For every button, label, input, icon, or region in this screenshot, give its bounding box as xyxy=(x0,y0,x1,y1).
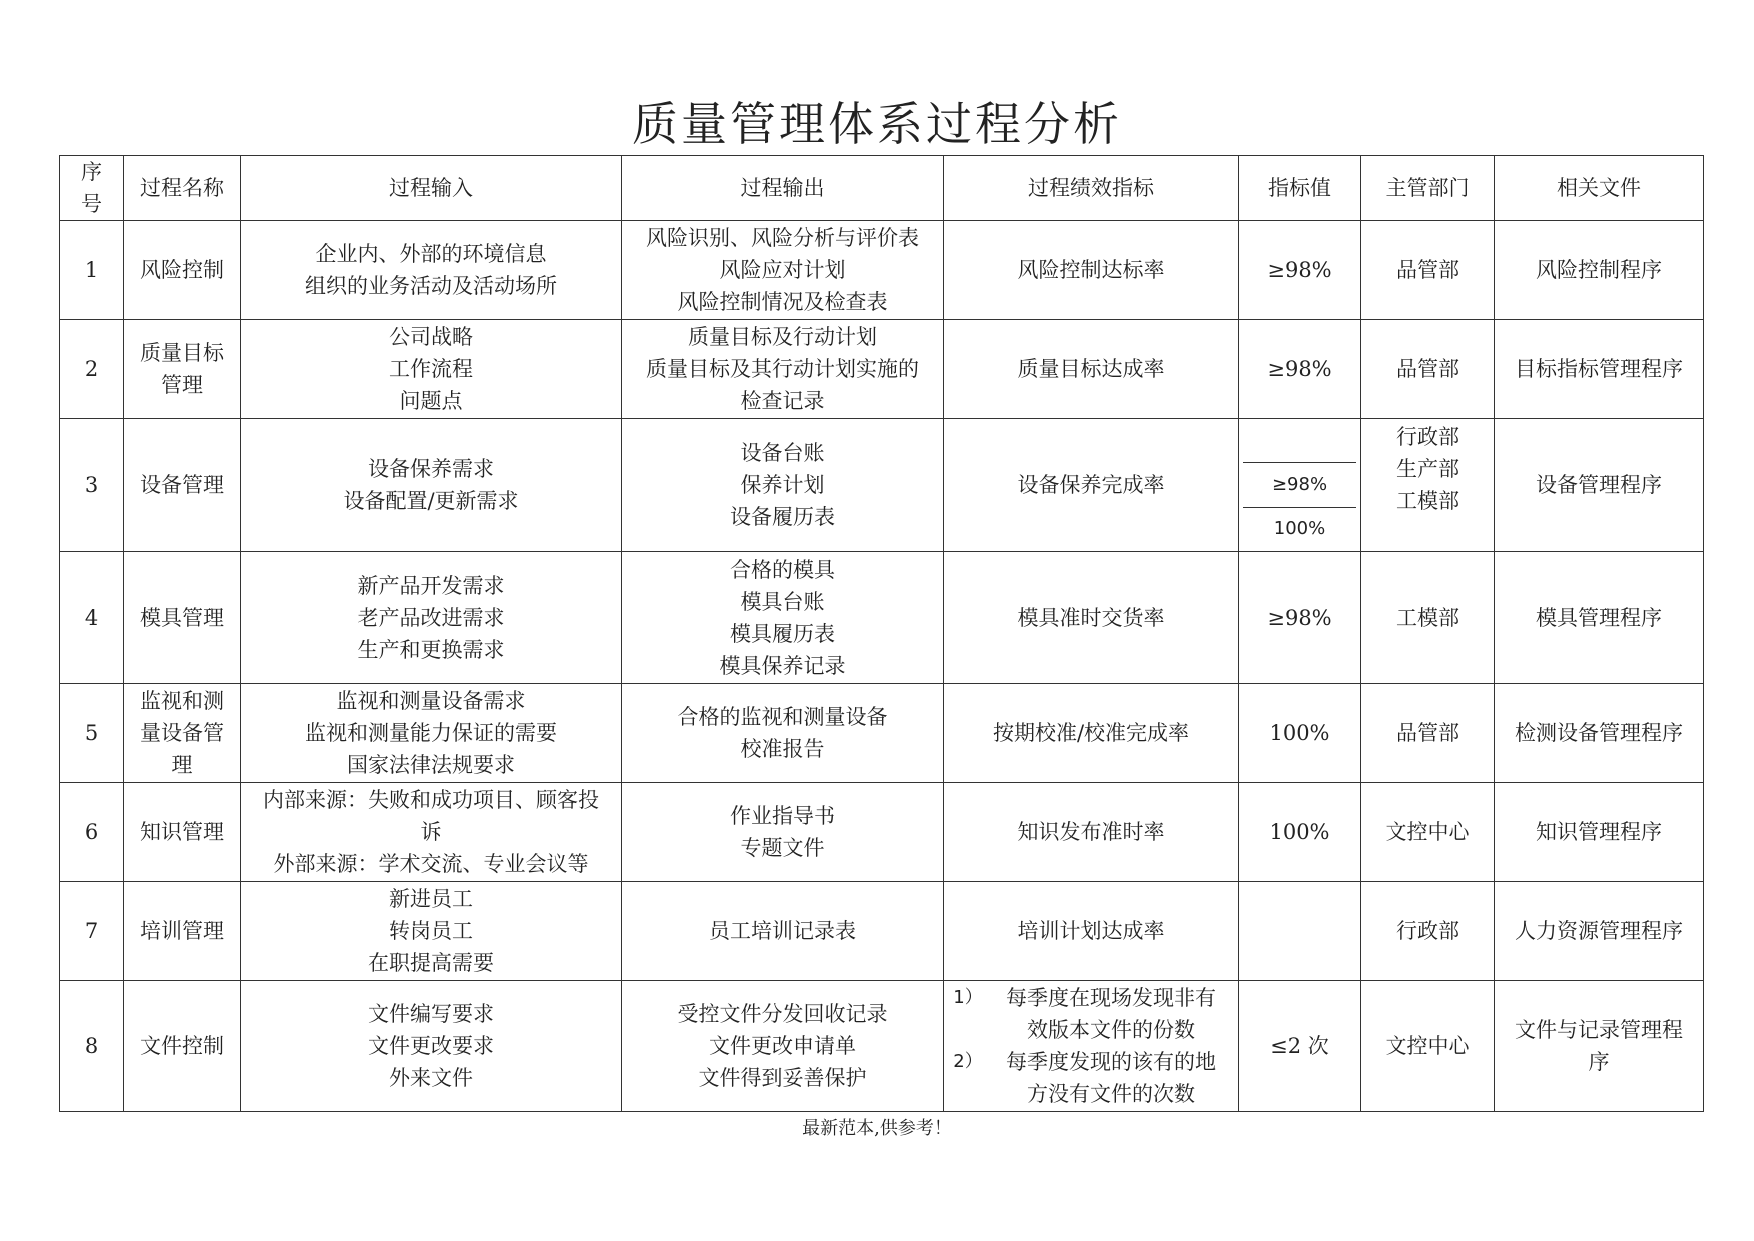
input-line: 设备保养需求 xyxy=(368,457,494,481)
kpi-cell: 按期校准/校准完成率 xyxy=(944,684,1239,783)
process-name-cell xyxy=(124,320,241,419)
output-line: 模具台账 xyxy=(740,589,825,614)
department-cell xyxy=(1361,419,1495,552)
input-line: 设备配置/更新需求 xyxy=(343,489,519,513)
output-line: 质量目标及行动计划 xyxy=(688,325,877,349)
department-line: 工模部 xyxy=(1396,605,1459,630)
department-cell xyxy=(1361,783,1495,882)
document-line: 文件与记录管理程 xyxy=(1515,1018,1683,1042)
kpi-list-item xyxy=(948,1046,1234,1110)
input-line: 国家法律法规要求 xyxy=(347,753,515,777)
input-line: 公司战略 xyxy=(389,325,473,349)
input-line: 内部来源：失败和成功项目、顾客投 xyxy=(263,788,599,812)
table-row xyxy=(60,221,1704,320)
document-line: 设备管理程序 xyxy=(1536,473,1662,497)
target-stack xyxy=(1243,419,1356,551)
output-line: 文件更改申请单 xyxy=(709,1034,856,1058)
row-number: 4 xyxy=(60,552,124,684)
output-line: 员工培训记录表 xyxy=(709,919,856,943)
kpi-item-number: 2） xyxy=(953,1051,983,1072)
process-output-cell xyxy=(622,981,944,1112)
output-line: 检查记录 xyxy=(740,389,825,413)
header-documents: 相关文件 xyxy=(1495,156,1704,221)
input-line: 工作流程 xyxy=(389,357,473,381)
header-output: 过程输出 xyxy=(622,156,944,221)
document-line: 目标指标管理程序 xyxy=(1515,357,1683,381)
target-cell: ≥98% xyxy=(1239,552,1361,684)
kpi-item-text xyxy=(988,982,1234,1046)
process-name-line: 监视和测 xyxy=(140,689,224,713)
target-sub-cell: 100% xyxy=(1243,507,1356,551)
kpi-cell: 知识发布准时率 xyxy=(944,783,1239,882)
process-name-cell xyxy=(124,419,241,552)
process-name-line: 文件控制 xyxy=(140,1034,224,1058)
kpi-cell: 模具准时交货率 xyxy=(944,552,1239,684)
documents-cell xyxy=(1495,552,1704,684)
document-line: 知识管理程序 xyxy=(1536,820,1662,844)
target-cell: ≥98% xyxy=(1239,320,1361,419)
output-line: 风险应对计划 xyxy=(719,258,846,282)
target-cell xyxy=(1239,882,1361,981)
process-input-cell xyxy=(241,221,622,320)
input-line: 新产品开发需求 xyxy=(357,573,505,598)
process-table xyxy=(59,155,1704,1112)
input-line: 监视和测量设备需求 xyxy=(336,689,526,713)
input-line: 外部来源：学术交流、专业会议等 xyxy=(273,852,589,876)
department-line: 品管部 xyxy=(1396,721,1459,745)
kpi-cell: 风险控制达标率 xyxy=(944,221,1239,320)
department-line: 文控中心 xyxy=(1385,820,1470,844)
process-input-cell xyxy=(241,783,622,882)
process-name-cell xyxy=(124,981,241,1112)
process-name-line: 设备管理 xyxy=(140,473,224,497)
process-name-line: 量设备管 xyxy=(140,721,224,745)
kpi-item-text xyxy=(988,1046,1234,1110)
output-line: 受控文件分发回收记录 xyxy=(677,1002,888,1026)
kpi-item-line: 每季度发现的该有的地 xyxy=(1006,1050,1216,1074)
input-line: 文件编写要求 xyxy=(368,1002,494,1026)
header-seq-line-1: 序 xyxy=(81,160,102,184)
header-department: 主管部门 xyxy=(1361,156,1495,221)
department-line: 行政部 xyxy=(1396,425,1459,449)
process-input-cell xyxy=(241,981,622,1112)
input-line: 外来文件 xyxy=(389,1066,473,1090)
row-number: 3 xyxy=(60,419,124,552)
header-seq xyxy=(60,156,124,221)
department-line: 文控中心 xyxy=(1385,1034,1470,1058)
process-input-cell xyxy=(241,320,622,419)
table-row xyxy=(60,320,1704,419)
target-sub-cell xyxy=(1243,419,1356,462)
output-line: 文件得到妥善保护 xyxy=(698,1066,867,1090)
row-number: 1 xyxy=(60,221,124,320)
department-line: 品管部 xyxy=(1396,357,1459,381)
header-row xyxy=(60,156,1704,221)
kpi-item-number: 1） xyxy=(953,987,983,1008)
department-line: 品管部 xyxy=(1396,258,1459,282)
documents-cell xyxy=(1495,783,1704,882)
process-input-cell xyxy=(241,419,622,552)
output-line: 作业指导书 xyxy=(730,804,835,828)
row-number: 5 xyxy=(60,684,124,783)
process-output-cell xyxy=(622,221,944,320)
document-line: 模具管理程序 xyxy=(1536,605,1662,630)
output-line: 合格的监视和测量设备 xyxy=(677,705,888,729)
table-row xyxy=(60,552,1704,684)
department-cell xyxy=(1361,981,1495,1112)
table-row xyxy=(60,684,1704,783)
documents-cell xyxy=(1495,221,1704,320)
document-line: 序 xyxy=(1588,1050,1610,1074)
process-name-cell xyxy=(124,783,241,882)
documents-cell xyxy=(1495,981,1704,1112)
kpi-cell xyxy=(944,981,1239,1112)
output-line: 专题文件 xyxy=(740,836,825,860)
input-line: 老产品改进需求 xyxy=(357,605,505,630)
header-input: 过程输入 xyxy=(241,156,622,221)
department-cell xyxy=(1361,552,1495,684)
target-cell: ≤2 次 xyxy=(1239,981,1361,1112)
footer-note: 最新范本,供参考！ xyxy=(802,1118,952,1139)
output-line: 模具履历表 xyxy=(730,621,835,646)
documents-cell xyxy=(1495,684,1704,783)
row-number: 6 xyxy=(60,783,124,882)
document-line: 检测设备管理程序 xyxy=(1515,721,1683,745)
process-output-cell xyxy=(622,783,944,882)
department-line: 生产部 xyxy=(1396,457,1459,481)
process-input-cell xyxy=(241,684,622,783)
output-line: 模具保养记录 xyxy=(719,653,846,678)
output-line: 保养计划 xyxy=(740,473,825,497)
table-row xyxy=(60,783,1704,882)
process-name-line: 理 xyxy=(171,753,193,777)
kpi-item-line: 方没有文件的次数 xyxy=(1027,1082,1195,1106)
page-title: 质量管理体系过程分析 xyxy=(632,97,1122,151)
output-line: 校准报告 xyxy=(740,737,825,761)
output-line: 设备履历表 xyxy=(730,505,835,529)
input-line: 企业内、外部的环境信息 xyxy=(315,242,547,266)
department-cell xyxy=(1361,221,1495,320)
process-name-cell xyxy=(124,221,241,320)
process-name-line: 知识管理 xyxy=(140,820,224,844)
row-number: 8 xyxy=(60,981,124,1112)
documents-cell xyxy=(1495,320,1704,419)
process-name-cell xyxy=(124,684,241,783)
target-cell: 100% xyxy=(1239,684,1361,783)
kpi-cell: 设备保养完成率 xyxy=(944,419,1239,552)
table-row xyxy=(60,882,1704,981)
process-name-line: 风险控制 xyxy=(140,258,224,282)
department-cell xyxy=(1361,684,1495,783)
kpi-cell: 培训计划达成率 xyxy=(944,882,1239,981)
target-sub-cell: ≥98% xyxy=(1243,462,1356,506)
department-cell xyxy=(1361,320,1495,419)
input-line: 组织的业务活动及活动场所 xyxy=(305,274,557,298)
table-row xyxy=(60,981,1704,1112)
input-line: 生产和更换需求 xyxy=(357,637,505,662)
process-input-cell xyxy=(241,552,622,684)
documents-cell xyxy=(1495,882,1704,981)
process-output-cell xyxy=(622,684,944,783)
header-kpi: 过程绩效指标 xyxy=(944,156,1239,221)
department-line: 行政部 xyxy=(1396,919,1459,943)
kpi-cell: 质量目标达成率 xyxy=(944,320,1239,419)
kpi-item-line: 每季度在现场发现非有 xyxy=(1006,986,1216,1010)
header-seq-line-2: 号 xyxy=(81,192,102,216)
process-output-cell xyxy=(622,552,944,684)
target-cell xyxy=(1239,419,1361,552)
kpi-item-line: 效版本文件的份数 xyxy=(1027,1018,1195,1042)
target-cell: 100% xyxy=(1239,783,1361,882)
output-line: 风险控制情况及检查表 xyxy=(677,290,888,314)
input-line: 监视和测量能力保证的需要 xyxy=(305,721,557,745)
input-line: 文件更改要求 xyxy=(368,1034,494,1058)
table-row xyxy=(60,419,1704,552)
input-line: 新进员工 xyxy=(389,887,473,911)
output-line: 合格的模具 xyxy=(730,557,835,582)
process-name-line: 培训管理 xyxy=(140,919,224,943)
input-line: 问题点 xyxy=(399,389,463,413)
document-line: 人力资源管理程序 xyxy=(1515,919,1683,943)
input-line: 在职提高需要 xyxy=(368,951,494,975)
header-target: 指标值 xyxy=(1239,156,1361,221)
kpi-list-item xyxy=(948,982,1234,1046)
output-line: 风险识别、风险分析与评价表 xyxy=(646,226,919,250)
department-cell xyxy=(1361,882,1495,981)
row-number: 7 xyxy=(60,882,124,981)
target-cell: ≥98% xyxy=(1239,221,1361,320)
input-line: 诉 xyxy=(420,820,442,844)
process-input-cell xyxy=(241,882,622,981)
header-process-name: 过程名称 xyxy=(124,156,241,221)
department-line: 工模部 xyxy=(1396,489,1459,513)
row-number: 2 xyxy=(60,320,124,419)
process-name-cell xyxy=(124,882,241,981)
process-output-cell xyxy=(622,419,944,552)
process-name-line: 模具管理 xyxy=(140,605,224,630)
process-name-line: 质量目标 xyxy=(140,341,224,365)
output-line: 质量目标及其行动计划实施的 xyxy=(646,357,919,381)
output-line: 设备台账 xyxy=(740,441,825,465)
process-output-cell xyxy=(622,320,944,419)
process-output-cell xyxy=(622,882,944,981)
process-name-cell xyxy=(124,552,241,684)
documents-cell xyxy=(1495,419,1704,552)
input-line: 转岗员工 xyxy=(389,919,473,943)
process-name-line: 管理 xyxy=(161,373,203,397)
document-line: 风险控制程序 xyxy=(1536,258,1662,282)
